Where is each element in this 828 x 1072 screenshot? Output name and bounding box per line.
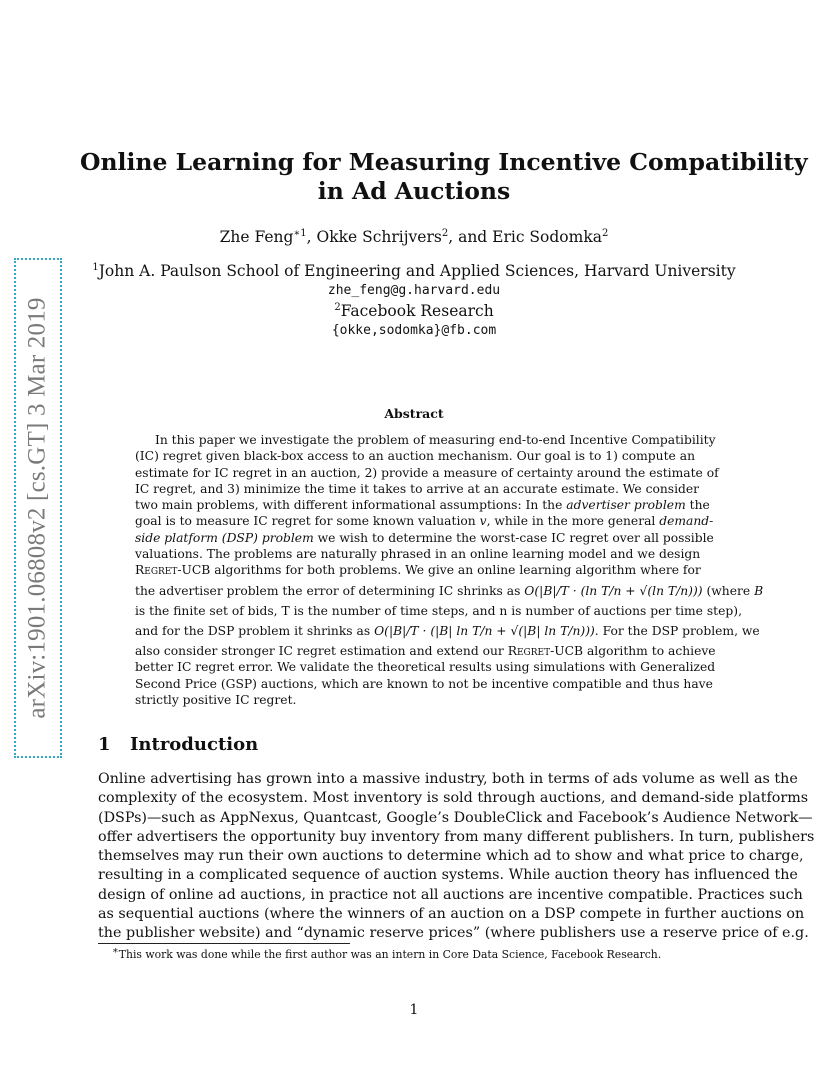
abstract-text: . For the DSP problem, we [594,623,760,638]
author-3: , and Eric Sodomka [448,228,602,246]
abstract-line [135,562,701,578]
author-2: , Okke Schrijvers [306,228,442,246]
affiliation-2-text: Facebook Research [340,302,494,320]
body-line: design of online ad auctions, in practice not all auctions are incentive compatible. Practices such [98,886,803,903]
abstract-text: we wish to determine the worst-case IC regret over all possible [313,530,714,545]
dsp-problem-term: side platform (DSP) problem [135,530,314,545]
email-2: {okke,sodomka}@fb.com [331,323,497,338]
abstract-text: and for the DSP problem it shrinks as [135,623,375,638]
abstract-line [135,579,764,603]
abstract-text: (where [702,583,755,598]
footnote-text: This work was done while the first author was an intern in Core Data Science, Facebook Research. [118,948,662,961]
dsp-problem-term: demand- [659,514,714,529]
section-heading [98,734,258,755]
abstract-text: also consider stronger IC regret estimation and extend our [135,643,508,658]
body-line: as sequential auctions (where the winners of an auction on a DSP compete in further auctions on [98,906,805,923]
dsp-error-bound: O(|B|/T · (|B| ln T/n + √(|B| ln T/n))) [374,623,595,638]
author-3-mark: 2 [601,227,609,239]
bid-set-symbol: B [754,583,764,598]
abstract-line: IC regret, and 3) minimize the time it takes to arrive at an accurate estimate. We consider [135,481,700,496]
regret-ucb-term: Regret [135,563,178,578]
advertiser-error-bound: O(|B|/T · (ln T/n + √(ln T/n))) [524,583,703,598]
abstract-body [135,432,764,708]
abstract-line [135,619,760,643]
section-title: Introduction [130,734,259,755]
affiliation-1-mark: 1 [92,261,99,273]
body-line: the publisher website) and “dynamic reserve prices” (where publishers use a reserve price of e.g. [98,925,809,942]
footnote-mark: ∗ [112,945,119,957]
abstract-text: two main problems, with different informational assumptions: In the [135,498,567,513]
regret-ucb-term: Regret [507,643,551,658]
abstract-heading: Abstract [384,406,444,421]
abstract-line: valuations. The problems are naturally phrased in an online learning model and we design [135,547,701,562]
abstract-line: is the finite set of bids, T is the number of time steps, and n is number of auctions per time step), [135,603,742,618]
section-number: 1 [98,734,111,755]
title-line-1: Online Learning for Measuring Incentive Compatibility [80,148,808,176]
body-line: themselves may run their own auctions to determine which ad to show and what price to charge, [98,848,804,865]
abstract-line: In this paper we investigate the problem of measuring end-to-end Incentive Compatibility [155,433,716,447]
abstract-text: -UCB algorithm to achieve [550,643,716,658]
page-number: 1 [409,1002,419,1018]
title-line-2: in Ad Auctions [317,177,511,205]
affiliation-2 [80,301,748,321]
author-1: Zhe Feng [219,228,294,246]
paper-title [80,148,808,206]
abstract-text: goal is to measure IC regret for some known valuation [135,514,480,529]
author-list [80,228,748,246]
advertiser-problem-term: advertiser problem [566,498,686,513]
abstract-text: , while in the more general [486,514,660,529]
abstract-text: -UCB algorithms for both problems. We give an online learning algorithm where for [177,563,701,578]
affiliation-1 [80,261,748,281]
abstract-line [135,497,710,513]
abstract-line: (IC) regret given black-box access to an auction mechanism. Our goal is to 1) compute an [135,449,695,464]
abstract-line: Second Price (GSP) auctions, which are known to not be incentive compatible and thus have [135,676,713,691]
email-1: zhe_feng@g.harvard.edu [327,283,501,298]
introduction-body [98,770,815,944]
footnote [98,945,730,961]
abstract-text: the [685,498,710,513]
abstract-line [135,530,714,546]
body-line: offer advertisers the opportunity buy inventory from many different publishers. In turn, publishers [98,828,815,845]
affiliation-2-mark: 2 [334,301,341,313]
arxiv-identifier: arXiv:1901.06808v2 [cs.GT] 3 Mar 2019 [24,297,51,719]
abstract-text: the advertiser problem the error of determining IC shrinks as [135,583,525,598]
abstract-line: better IC regret error. We validate the theoretical results using simulations with Generalized [135,660,716,675]
arxiv-identifier-stamp [14,258,62,758]
body-line: complexity of the ecosystem. Most inventory is sold through auctions, and demand-side platforms [98,790,809,807]
abstract-line [135,513,714,529]
body-line: (DSPs)—such as AppNexus, Quantcast, Google’s DoubleClick and Facebook’s Audience Network— [98,809,813,826]
affiliation-1-text: John A. Paulson School of Engineering and Applied Sciences, Harvard University [98,262,736,280]
valuation-symbol: v [479,514,487,529]
author-2-mark: 2 [441,227,449,239]
body-line: Online advertising has grown into a massive industry, both in terms of ads volume as well as the [98,771,798,787]
abstract-line: strictly positive IC regret. [135,692,297,707]
footnote-rule [98,943,350,944]
abstract-line: estimate for IC regret in an auction, 2) provide a measure of certainty around the estimate of [135,465,719,480]
body-line: resulting in a complicated sequence of auction systems. While auction theory has influenced the [98,867,798,884]
author-1-mark: ∗1 [293,227,307,239]
abstract-line [135,643,716,659]
affiliations [80,261,748,341]
